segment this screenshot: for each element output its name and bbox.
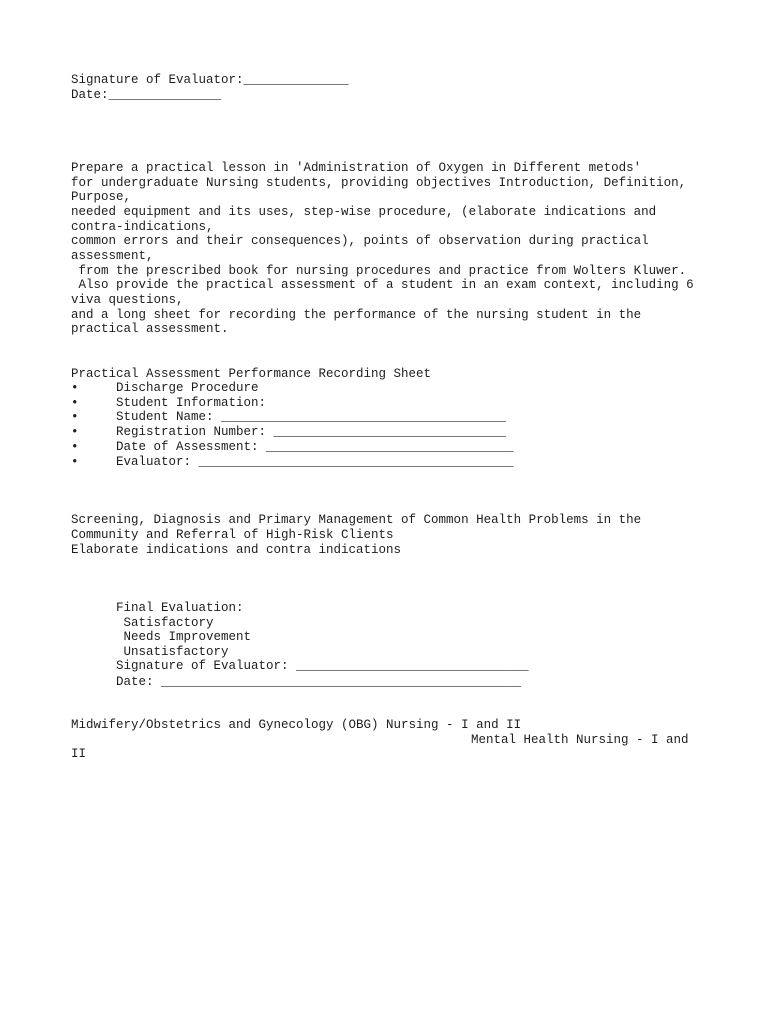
final-evaluation-option: Unsatisfactory [116,645,229,659]
bullet-marker: • [71,425,79,439]
prompt-line: for undergraduate Nursing students, providing objectives Introduction, Definition, [71,176,687,190]
recording-sheet-item: Discharge Procedure [116,381,259,395]
final-evaluation-option: Satisfactory [116,616,214,630]
final-evaluation-date: Date: ________________________________________________ [116,675,522,689]
prompt-line: Purpose, [71,190,132,204]
prompt-line: viva questions, [71,293,184,307]
bullet-marker: • [71,396,79,410]
recording-sheet-item: Evaluator: __________________________________________ [116,455,514,469]
prompt-line: and a long sheet for recording the performance of the nursing student in the [71,308,642,322]
screening-line: Screening, Diagnosis and Primary Management of Common Health Problems in the [71,513,642,527]
prompt-line: common errors and their consequences), points of observation during practical [71,234,649,248]
final-evaluation-option: Needs Improvement [116,630,252,644]
footer-line: II [71,747,87,761]
screening-line: Community and Referral of High-Risk Clients [71,528,394,542]
prompt-line: Also provide the practical assessment of a student in an exam context, including 6 [71,278,694,292]
header-date-line: Date:_______________ [71,88,222,102]
prompt-line: contra-indications, [71,220,214,234]
recording-sheet-item: Registration Number: _______________________________ [116,425,507,439]
prompt-line: needed equipment and its uses, step-wise procedure, (elaborate indications and [71,205,657,219]
prompt-line: from the prescribed book for nursing procedures and practice from Wolters Kluwer. [71,264,687,278]
final-evaluation-signature: Signature of Evaluator: _______________________________ [116,659,529,673]
header-signature-line: Signature of Evaluator:______________ [71,73,349,87]
footer-line: Mental Health Nursing - I and [471,733,689,747]
final-evaluation-title: Final Evaluation: [116,601,244,615]
prompt-line: practical assessment. [71,322,229,336]
bullet-marker: • [71,455,79,469]
recording-sheet-item: Student Information: [116,396,267,410]
footer-line: Midwifery/Obstetrics and Gynecology (OBG) Nursing - I and II [71,718,522,732]
recording-sheet-item: Student Name: ______________________________________ [116,410,507,424]
prompt-line: assessment, [71,249,154,263]
screening-line: Elaborate indications and contra indications [71,543,402,557]
bullet-marker: • [71,440,79,454]
recording-sheet-title: Practical Assessment Performance Recording Sheet [71,367,432,381]
bullet-marker: • [71,410,79,424]
bullet-marker: • [71,381,79,395]
recording-sheet-item: Date of Assessment: _________________________________ [116,440,514,454]
prompt-line: Prepare a practical lesson in 'Administration of Oxygen in Different metods' [71,161,642,175]
